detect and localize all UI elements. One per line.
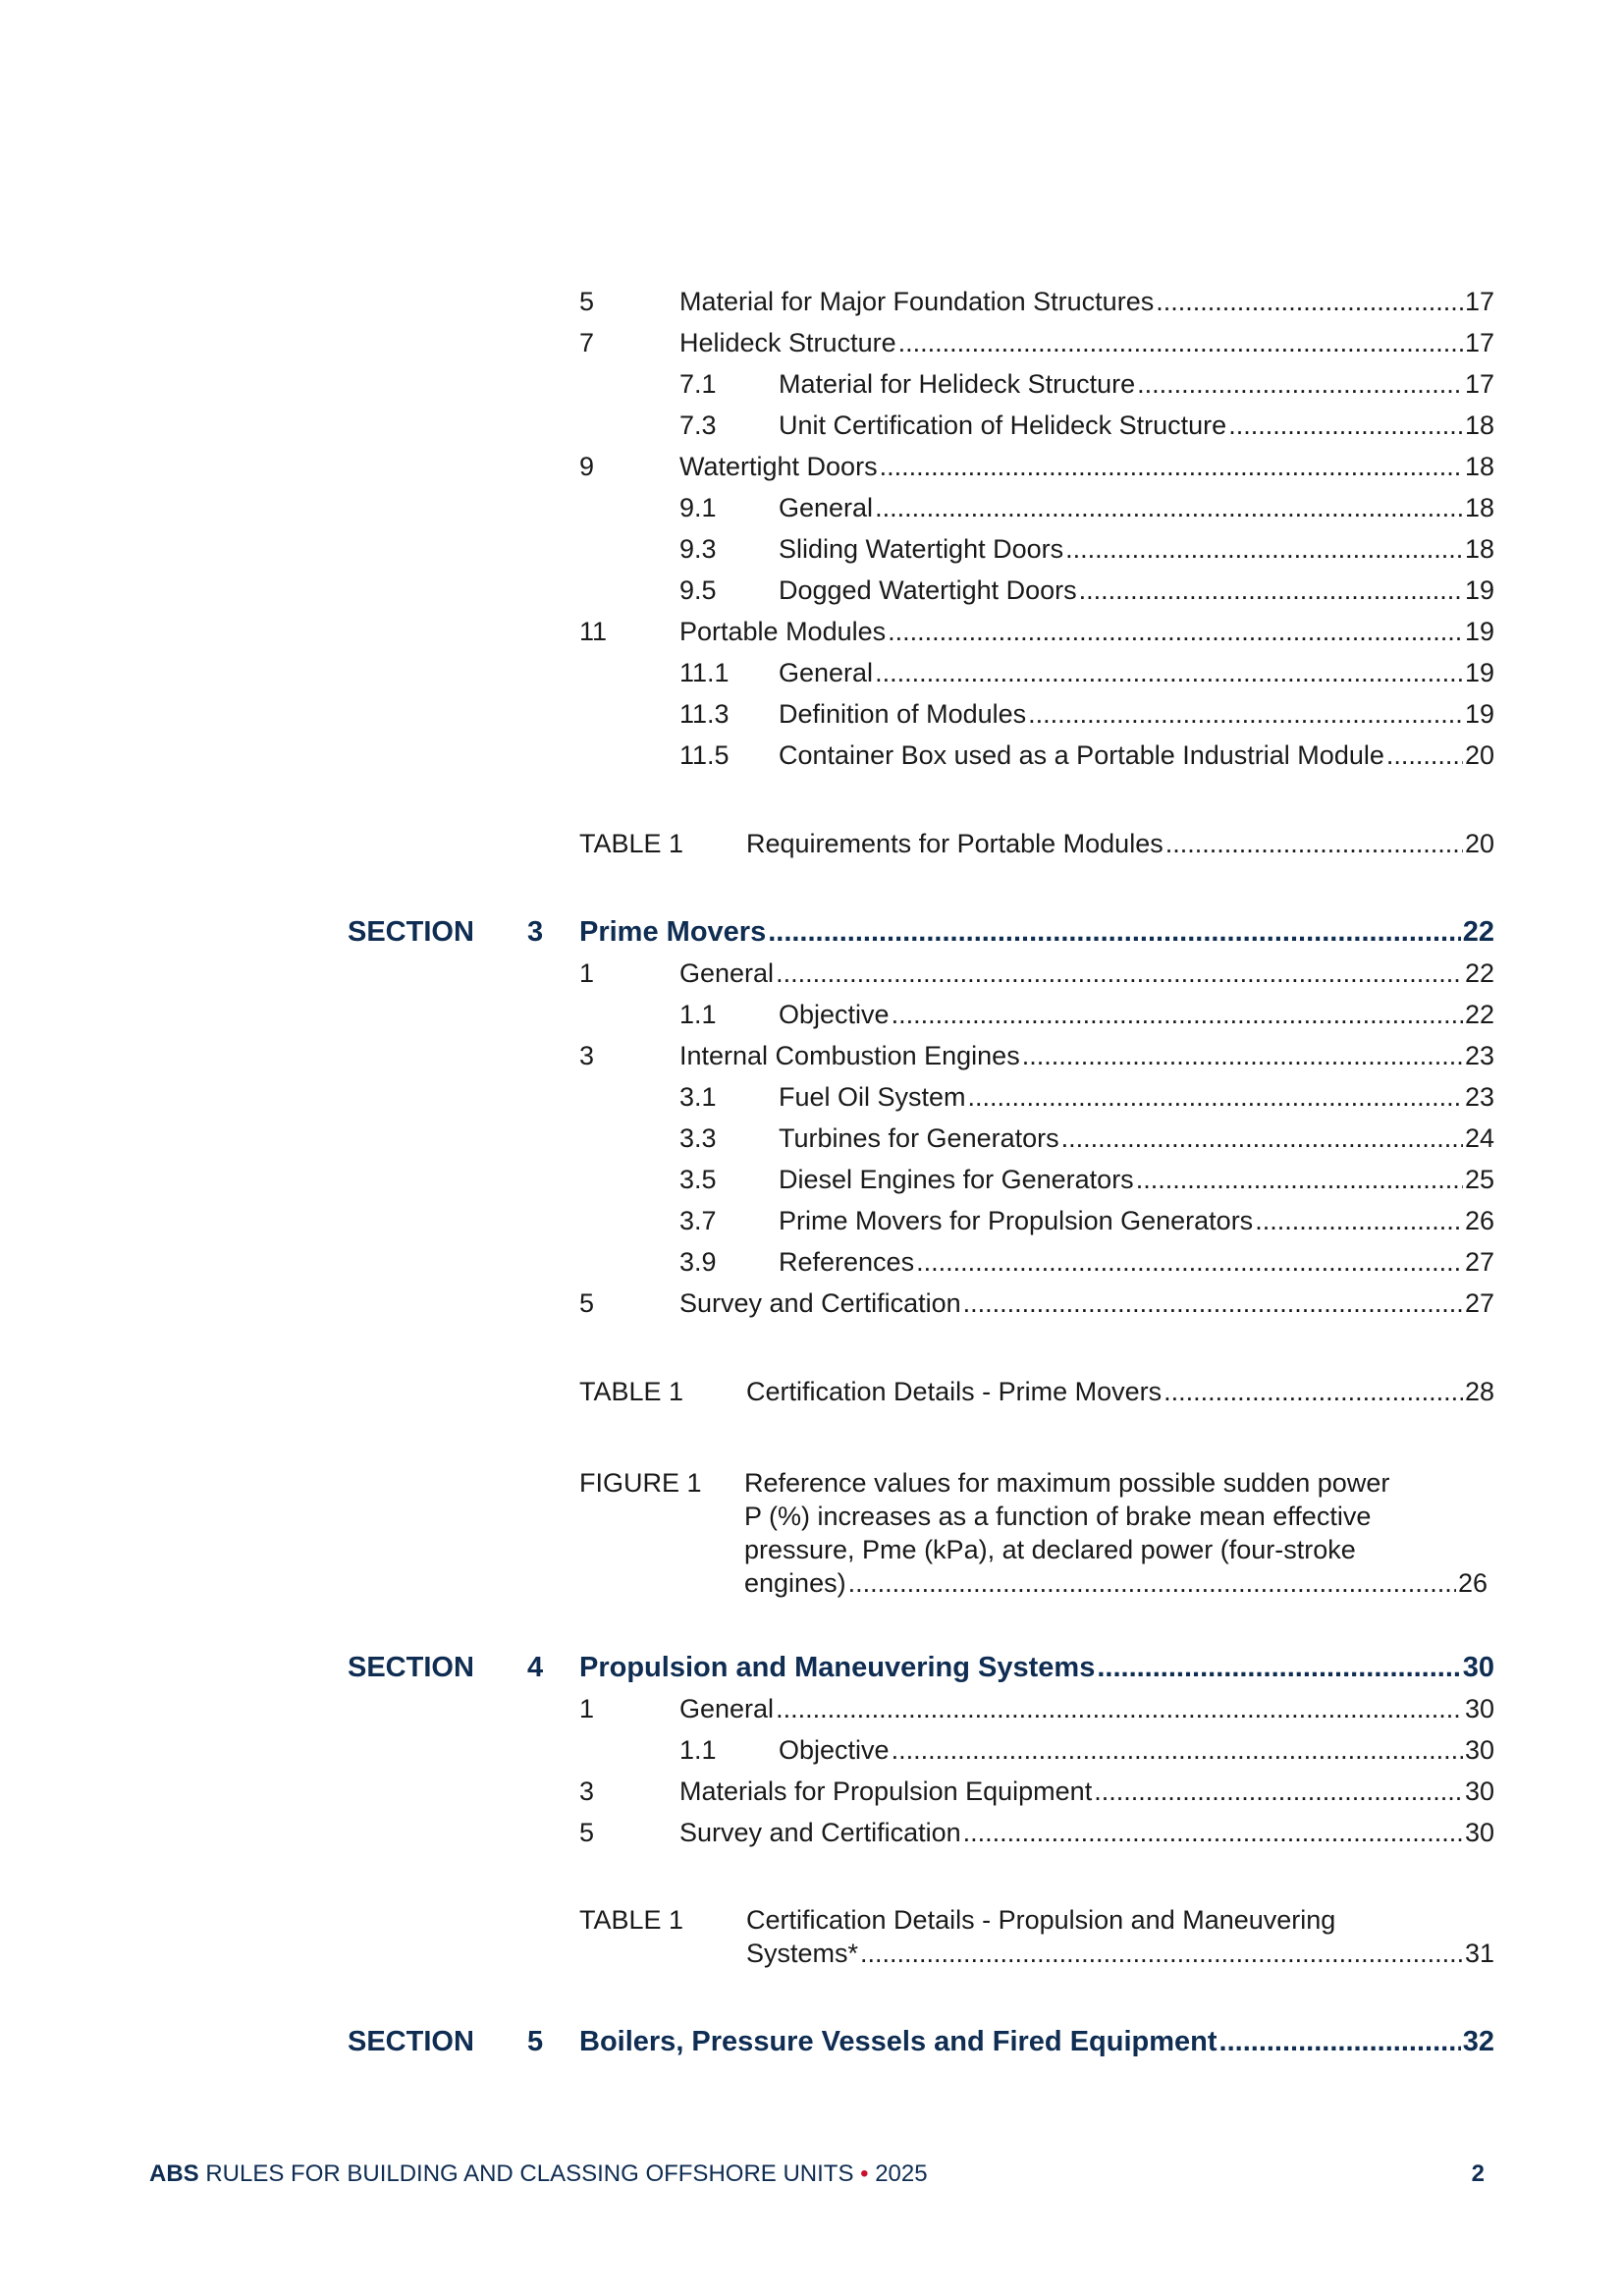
toc-subentry[interactable]	[0, 1076, 1623, 1118]
toc-entry[interactable]	[0, 1035, 1623, 1076]
section-label: SECTION	[348, 2026, 474, 2057]
toc-entry-title: Certification Details - Prime Movers	[746, 1377, 1163, 1406]
toc-table-entry[interactable]	[579, 1903, 1494, 1970]
toc-entry-title: Turbines for Generators	[779, 1123, 1059, 1153]
toc-entry-page: 22	[1464, 1000, 1494, 1029]
page-number: 2	[1471, 2160, 1485, 2187]
table-caption: TABLE 1	[579, 1377, 684, 1406]
table-title-line: Systems*	[746, 1939, 859, 1968]
leader-dots	[1022, 1035, 1463, 1076]
toc-entry-page: 27	[1464, 1247, 1494, 1277]
toc-entry-title: Material for Major Foundation Structures	[679, 287, 1155, 316]
toc-entry-title: Materials for Propulsion Equipment	[679, 1777, 1093, 1806]
leader-dots	[963, 1812, 1463, 1853]
toc-entry-page: 27	[1464, 1288, 1494, 1318]
toc-entry-title: Container Box used as a Portable Industrial Module	[779, 740, 1384, 770]
toc-entry-page: 30	[1464, 1777, 1494, 1806]
leader-dots	[1028, 693, 1463, 735]
toc-entry-title: Objective	[779, 1000, 890, 1029]
section-page: 22	[1462, 916, 1494, 948]
toc-entry-number: 3	[579, 1041, 595, 1070]
toc-entry-number: 11	[579, 617, 608, 646]
toc-entry-number: 3.1	[679, 1082, 717, 1112]
toc-subentry[interactable]	[0, 405, 1623, 446]
leader-dots	[776, 953, 1463, 994]
leader-dots	[875, 487, 1463, 528]
toc-entry-number: 5	[579, 1818, 595, 1847]
toc-entry-page: 19	[1464, 617, 1494, 646]
toc-entry-title: References	[779, 1247, 915, 1277]
toc-subentry[interactable]	[0, 652, 1623, 693]
toc-entry-page: 20	[1464, 740, 1494, 770]
leader-dots	[1255, 1200, 1463, 1241]
toc-entry[interactable]	[0, 1688, 1623, 1729]
toc-subentry[interactable]	[0, 1118, 1623, 1159]
toc-entry-number: 11.3	[679, 699, 730, 729]
toc-entry-number: 3.7	[679, 1206, 717, 1235]
leader-dots	[860, 1937, 1463, 1970]
toc-entry-number: 1.1	[679, 1735, 717, 1765]
section-label: SECTION	[348, 1652, 474, 1683]
toc-entry[interactable]	[0, 446, 1623, 487]
section-title: Boilers, Pressure Vessels and Fired Equipment	[579, 2026, 1217, 2057]
toc-entry[interactable]	[0, 1812, 1623, 1853]
toc-entry-title: Objective	[779, 1735, 890, 1765]
toc-entry-number: 7.3	[679, 410, 717, 440]
toc-entry-title: Survey and Certification	[679, 1288, 961, 1318]
toc-entry-page: 23	[1464, 1082, 1494, 1112]
footer-bullet: •	[860, 2160, 869, 2187]
leader-dots	[1165, 823, 1463, 864]
leader-dots	[1065, 528, 1463, 570]
toc-entry-page: 18	[1464, 410, 1494, 440]
toc-entry-page: 18	[1464, 493, 1494, 522]
toc-entry-title: General	[679, 1694, 775, 1723]
leader-dots	[848, 1566, 1456, 1600]
toc-subentry[interactable]	[0, 570, 1623, 611]
toc-subentry[interactable]	[0, 1241, 1623, 1283]
toc-entry-title: Survey and Certification	[679, 1818, 961, 1847]
toc-entry-number: 7.1	[679, 369, 717, 399]
toc-entry-page: 17	[1464, 369, 1494, 399]
leader-dots	[892, 1729, 1463, 1771]
toc-entry-title: Requirements for Portable Modules	[746, 829, 1163, 858]
leader-dots	[892, 994, 1463, 1035]
toc-figure-entry[interactable]	[579, 1466, 1494, 1600]
leader-dots	[898, 322, 1463, 363]
toc-entry-title: General	[779, 493, 874, 522]
toc-entry-number: 9	[579, 452, 595, 481]
toc-entry-page: 18	[1464, 534, 1494, 564]
toc-entry-title: Material for Helideck Structure	[779, 369, 1136, 399]
toc-subentry[interactable]	[0, 487, 1623, 528]
toc-entry-title: Portable Modules	[679, 617, 887, 646]
leader-dots	[1219, 2021, 1461, 2062]
toc-entry-page: 17	[1464, 287, 1494, 316]
leader-dots	[1156, 281, 1463, 322]
figure-title-line: Reference values for maximum possible sudden power	[744, 1468, 1390, 1498]
toc-entry[interactable]	[0, 611, 1623, 652]
toc-entry-title: Dogged Watertight Doors	[779, 575, 1077, 605]
toc-section-heading[interactable]	[0, 2021, 1623, 2062]
toc-entry-page: 26	[1464, 1206, 1494, 1235]
leader-dots	[963, 1283, 1463, 1324]
leader-dots	[875, 652, 1463, 693]
leader-dots	[880, 446, 1463, 487]
toc-section-heading[interactable]	[0, 1647, 1623, 1688]
section-page: 30	[1462, 1652, 1494, 1683]
toc-entry-number: 9.1	[679, 493, 717, 522]
table-caption: TABLE 1	[579, 1905, 684, 1935]
toc-section-heading[interactable]	[0, 911, 1623, 953]
toc-entry-page: 24	[1464, 1123, 1494, 1153]
section-number: 4	[527, 1652, 544, 1683]
table-title-line: Certification Details - Propulsion and Maneuvering	[746, 1905, 1336, 1935]
toc-entry-number: 7	[579, 328, 595, 357]
toc-entry-title: Definition of Modules	[779, 699, 1027, 729]
toc-entry-page: 25	[1464, 1165, 1494, 1194]
toc-entry[interactable]	[0, 281, 1623, 322]
leader-dots	[776, 1688, 1463, 1729]
toc-entry-number: 3.5	[679, 1165, 717, 1194]
toc-entry[interactable]	[0, 1771, 1623, 1812]
toc-entry-page: 30	[1464, 1818, 1494, 1847]
toc-entry-title: General	[679, 958, 775, 988]
toc-entry-number: 1	[579, 1694, 595, 1723]
figure-title-line: engines)	[744, 1568, 846, 1598]
leader-dots	[888, 611, 1463, 652]
brand-logo-text: ABS	[149, 2160, 199, 2187]
toc-table-entry[interactable]	[0, 1371, 1623, 1412]
toc-subentry[interactable]	[0, 735, 1623, 776]
section-number: 3	[527, 916, 544, 948]
section-title: Propulsion and Maneuvering Systems	[579, 1652, 1096, 1683]
leader-dots	[1094, 1771, 1463, 1812]
toc-entry-title: Helideck Structure	[679, 328, 896, 357]
leader-dots	[968, 1076, 1463, 1118]
toc-subentry[interactable]	[0, 363, 1623, 405]
toc-entry-number: 5	[579, 1288, 595, 1318]
toc-entry[interactable]	[0, 953, 1623, 994]
toc-subentry[interactable]	[0, 994, 1623, 1035]
toc-entry-number: 1.1	[679, 1000, 717, 1029]
figure-title-line: P (%) increases as a function of brake mean effective	[744, 1502, 1372, 1531]
toc-entry-title: General	[779, 658, 874, 687]
toc-entry-page: 19	[1464, 699, 1494, 729]
toc-entry-number: 1	[579, 958, 595, 988]
toc-subentry[interactable]	[0, 1200, 1623, 1241]
toc-entry-number: 9.5	[679, 575, 717, 605]
toc-entry-page: 30	[1464, 1694, 1494, 1723]
toc-entry[interactable]	[0, 322, 1623, 363]
section-label: SECTION	[348, 916, 474, 948]
toc-entry-page: 18	[1464, 452, 1494, 481]
toc-entry-number: 3.9	[679, 1247, 717, 1277]
toc-entry-title: Prime Movers for Propulsion Generators	[779, 1206, 1254, 1235]
section-page: 32	[1462, 2026, 1494, 2057]
leader-dots	[1079, 570, 1463, 611]
toc-entry-number: 3	[579, 1777, 595, 1806]
toc-entry-page: 26	[1457, 1568, 1488, 1598]
leader-dots	[1097, 1647, 1460, 1688]
leader-dots	[1386, 735, 1463, 776]
toc-entry-page: 28	[1464, 1377, 1494, 1406]
leader-dots	[1061, 1118, 1463, 1159]
toc-entry-page: 19	[1464, 658, 1494, 687]
leader-dots	[1136, 1159, 1463, 1200]
toc-subentry[interactable]	[0, 1729, 1623, 1771]
toc-entry-title: Watertight Doors	[679, 452, 878, 481]
toc-table-entry[interactable]	[0, 823, 1623, 864]
toc-entry-title: Sliding Watertight Doors	[779, 534, 1064, 564]
leader-dots	[1137, 363, 1463, 405]
toc-entry-page: 31	[1464, 1939, 1494, 1968]
footer-title: RULES FOR BUILDING AND CLASSING OFFSHORE UNITS	[205, 2160, 854, 2187]
toc-subentry[interactable]	[0, 528, 1623, 570]
toc-entry-page: 17	[1464, 328, 1494, 357]
toc-entry-number: 11.5	[679, 740, 730, 770]
toc-entry-number: 3.3	[679, 1123, 717, 1153]
toc-entry-title: Internal Combustion Engines	[679, 1041, 1020, 1070]
leader-dots	[768, 911, 1461, 953]
toc-entry-page: 30	[1464, 1735, 1494, 1765]
toc-entry-title: Fuel Oil System	[779, 1082, 966, 1112]
toc-entry[interactable]	[0, 1283, 1623, 1324]
leader-dots	[916, 1241, 1463, 1283]
table-caption: TABLE 1	[579, 829, 684, 858]
toc-entry-page: 22	[1464, 958, 1494, 988]
toc-entry-page: 19	[1464, 575, 1494, 605]
toc-entry-number: 11.1	[679, 658, 730, 687]
toc-subentry[interactable]	[0, 693, 1623, 735]
toc-subentry[interactable]	[0, 1159, 1623, 1200]
toc-entry-title: Diesel Engines for Generators	[779, 1165, 1134, 1194]
leader-dots	[1163, 1371, 1463, 1412]
figure-caption: FIGURE 1	[579, 1468, 702, 1498]
leader-dots	[1228, 405, 1463, 446]
toc-entry-page: 20	[1464, 829, 1494, 858]
toc-entry-title: Unit Certification of Helideck Structure	[779, 410, 1227, 440]
figure-title-line: pressure, Pme (kPa), at declared power (four-stroke	[744, 1535, 1356, 1564]
toc-entry-number: 9.3	[679, 534, 717, 564]
toc-entry-page: 23	[1464, 1041, 1494, 1070]
section-title: Prime Movers	[579, 916, 767, 948]
footer-year: 2025	[875, 2160, 928, 2187]
toc-entry-number: 5	[579, 287, 595, 316]
section-number: 5	[527, 2026, 544, 2057]
page-footer	[149, 2157, 1485, 2192]
